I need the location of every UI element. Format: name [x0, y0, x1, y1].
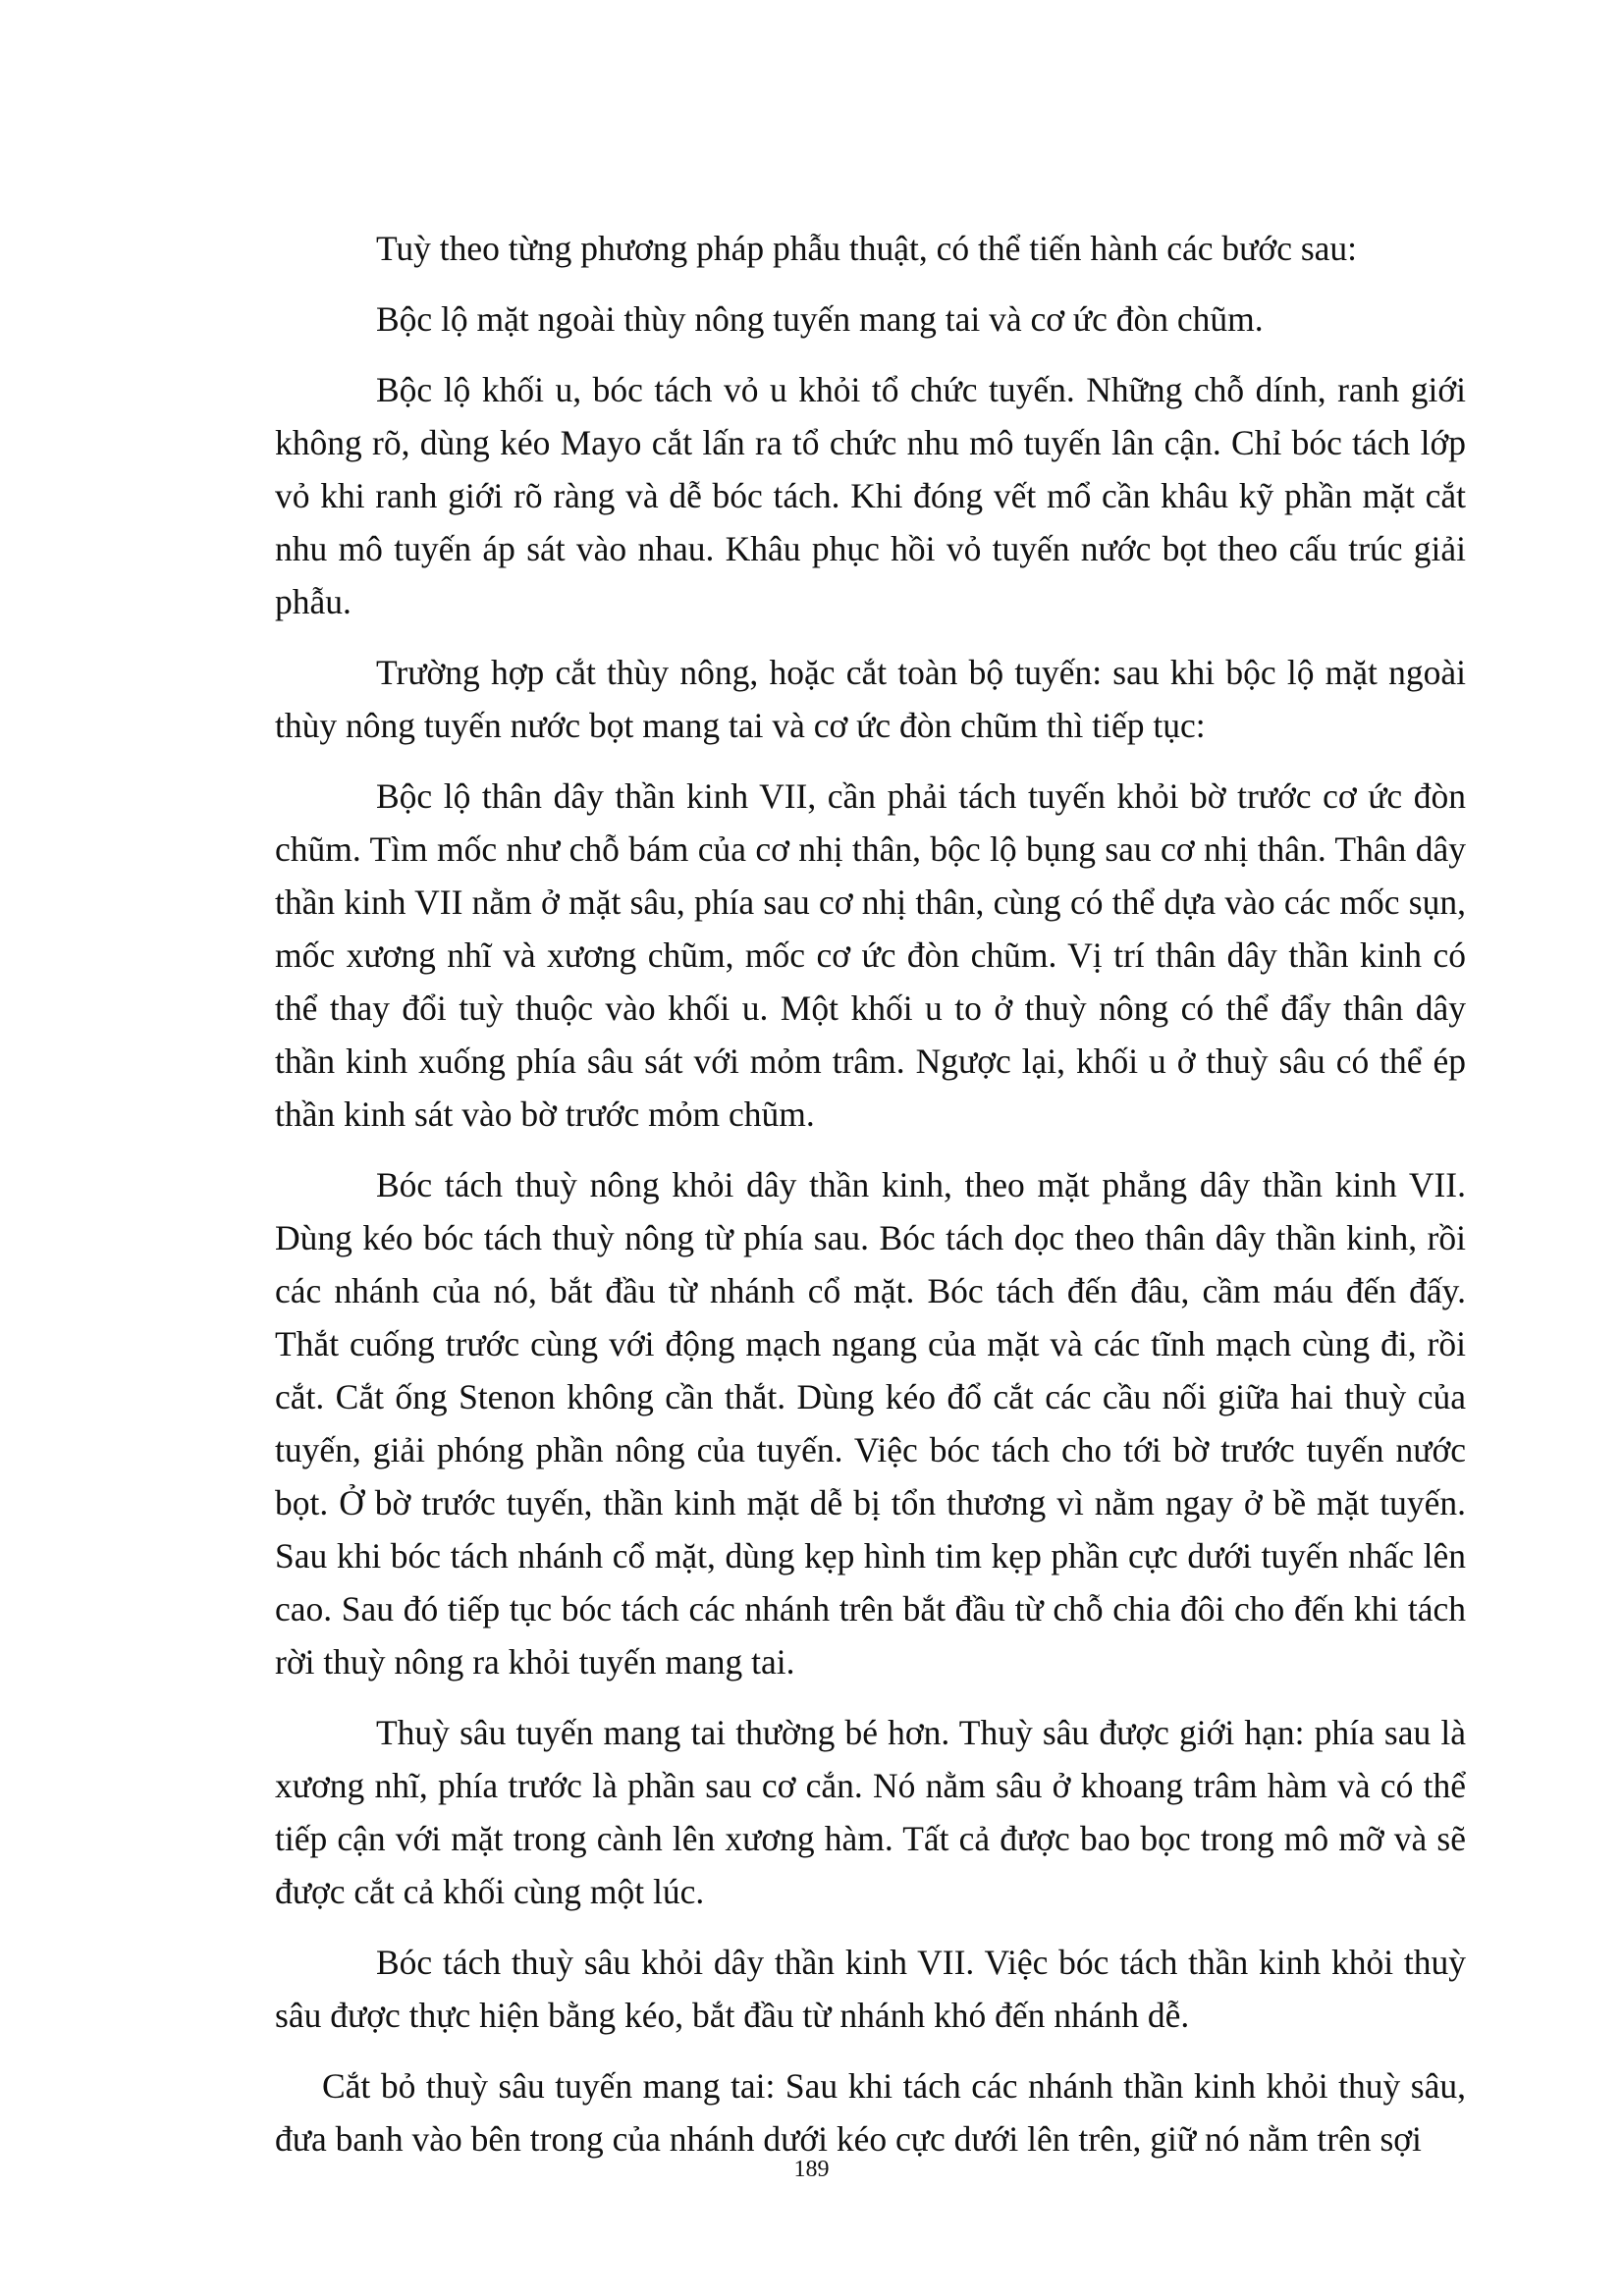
paragraph-superficial-lobectomy: Trường hợp cắt thùy nông, hoặc cắt toàn bộ tuyến: sau khi bộc lộ mặt ngoài thùy nông tuyến nước bọt mang tai và cơ ức đòn chũm thì tiếp tục: — [275, 653, 1466, 745]
paragraph-intro: Tuỳ theo từng phương pháp phẫu thuật, có thể tiến hành các bước sau: — [376, 229, 1358, 268]
page-number: 189 — [793, 2157, 830, 2182]
body-text — [275, 222, 1466, 2165]
paragraph-dissect-deep-lobe: Bóc tách thuỳ sâu khỏi dây thần kinh VII. Việc bóc tách thần kinh khỏi thuỳ sâu được thực hiện bằng kéo, bắt đầu từ nhánh khó đến nhánh dễ. — [275, 1943, 1466, 2035]
paragraph-expose-nerve-trunk: Bộc lộ thân dây thần kinh VII, cần phải tách tuyến khỏi bờ trước cơ ức đòn chũm. Tìm mốc như chỗ bám của cơ nhị thân, bộc lộ bụng sau cơ nhị thân. Thân dây thần kinh VII nằm ở mặt sâu, phía sau cơ nhị thân, cùng có thể dựa vào các mốc sụn, mốc xương nhĩ và xương chũm, mốc cơ ức đòn chũm. Vị trí thân dây thần kinh có thể thay đổi tuỳ thuộc vào khối u. Một khối u to ở thuỳ nông có thể đẩy thân dây thần kinh xuống phía sâu sát với mỏm trâm. Ngược lại, khối u ở thuỳ sâu có thể ép thần kinh sát vào bờ trước mỏm chũm. — [275, 776, 1466, 1134]
paragraph-remove-deep-lobe: Cắt bỏ thuỳ sâu tuyến mang tai: Sau khi tách các nhánh thần kinh khỏi thuỳ sâu, đưa banh vào bên trong của nhánh dưới kéo cực dưới lên trên, giữ nó nằm trên sợi — [275, 2066, 1466, 2159]
paragraph-expose-tumor: Bộc lộ khối u, bóc tách vỏ u khỏi tổ chức tuyến. Những chỗ dính, ranh giới không rõ, dùng kéo Mayo cắt lấn ra tổ chức nhu mô tuyến lân cận. Chỉ bóc tách lớp vỏ khi ranh giới rõ ràng và dễ bóc tách. Khi đóng vết mổ cần khâu kỹ phần mặt cắt nhu mô tuyến áp sát vào nhau. Khâu phục hồi vỏ tuyến nước bọt theo cấu trúc giải phẫu. — [275, 370, 1466, 621]
paragraph-expose-outer-lobe: Bộc lộ mặt ngoài thùy nông tuyến mang tai và cơ ức đòn chũm. — [376, 299, 1264, 339]
paragraph-deep-lobe-description: Thuỳ sâu tuyến mang tai thường bé hơn. Thuỳ sâu được giới hạn: phía sau là xương nhĩ, phía trước là phần sau cơ cắn. Nó nằm sâu ở khoang trâm hàm và có thể tiếp cận với mặt trong cành lên xương hàm. Tất cả được bao bọc trong mô mỡ và sẽ được cắt cả khối cùng một lúc. — [275, 1713, 1466, 1911]
paragraph-dissect-superficial-lobe: Bóc tách thuỳ nông khỏi dây thần kinh, theo mặt phẳng dây thần kinh VII. Dùng kéo bóc tách thuỳ nông từ phía sau. Bóc tách dọc theo thân dây thần kinh, rồi các nhánh của nó, bắt đầu từ nhánh cổ mặt. Bóc tách đến đâu, cầm máu đến đấy. Thắt cuống trước cùng với động mạch ngang của mặt và các tĩnh mạch cùng đi, rồi cắt. Cắt ống Stenon không cần thắt. Dùng kéo đổ cắt các cầu nối giữa hai thuỳ của tuyến, giải phóng phần nông của tuyến. Việc bóc tách cho tới bờ trước tuyến nước bọt. Ở bờ trước tuyến, thần kinh mặt dễ bị tổn thương vì nằm ngay ở bề mặt tuyến. Sau khi bóc tách nhánh cổ mặt, dùng kẹp hình tim kẹp phần cực dưới tuyến nhấc lên cao. Sau đó tiếp tục bóc tách các nhánh trên bắt đầu từ chỗ chia đôi cho đến khi tách rời thuỳ nông ra khỏi tuyến mang tai. — [275, 1165, 1466, 1682]
